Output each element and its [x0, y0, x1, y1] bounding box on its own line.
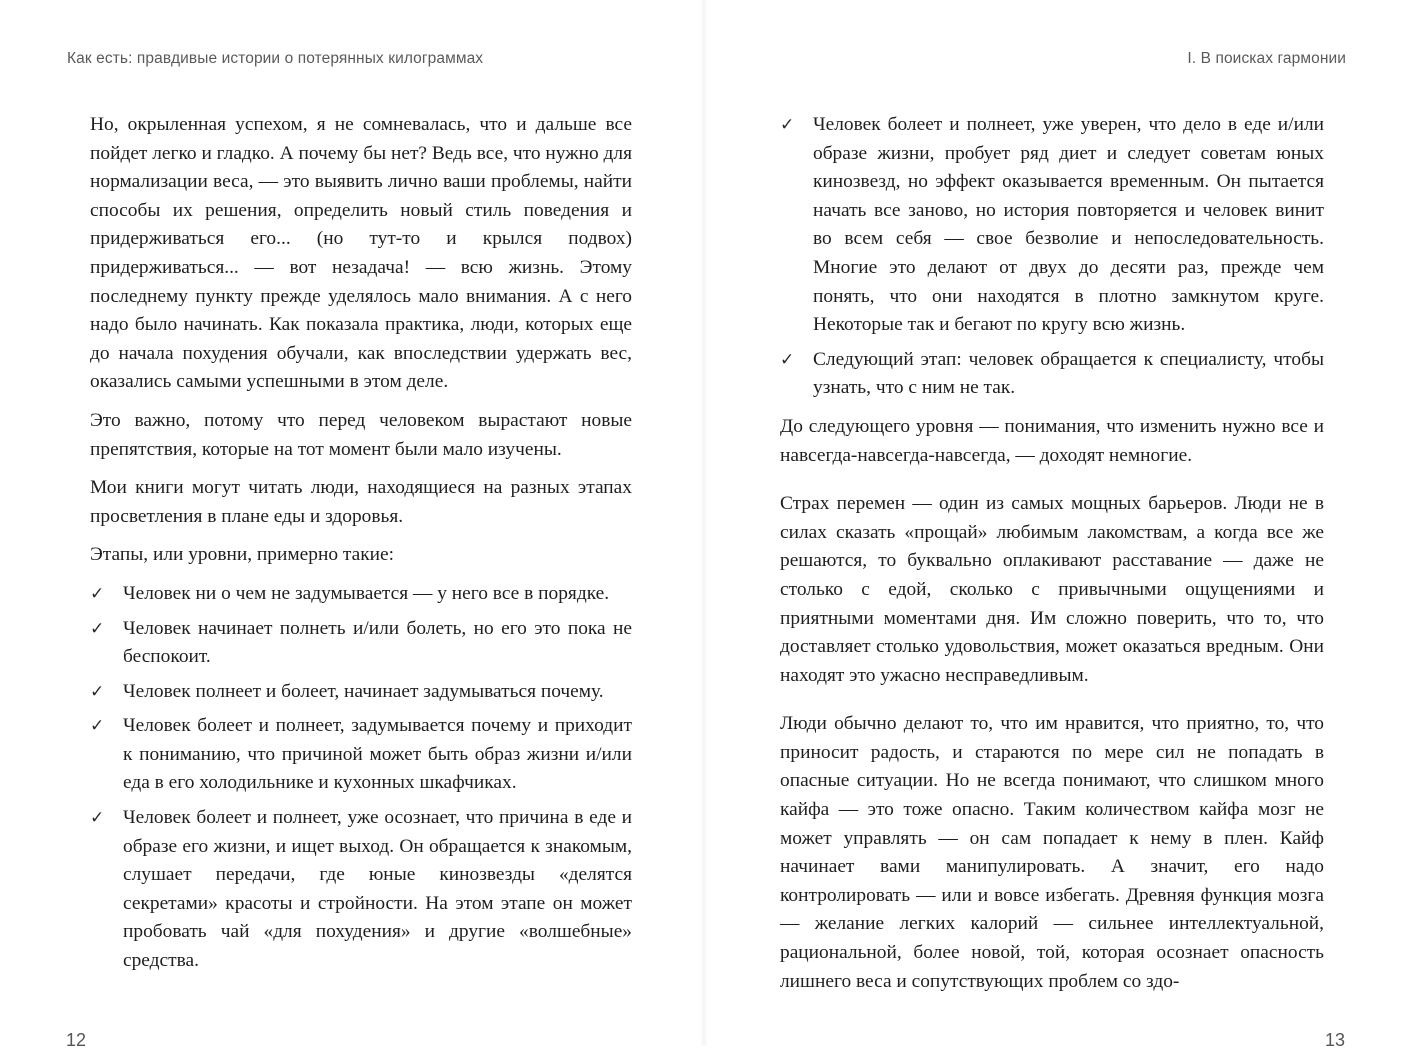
- list-item-text: Человек болеет и полнеет, уже уверен, что дело в еде и/или образе жизни, пробует ряд диет и следует советам юных кинозвезд, но эффект оказывается временным. Он пытается начать все заново, но история повторяется и человек винит во всем себя — свое безволие и непоследовательность. Многие это делают от двух до десяти раз, прежде чем понять, что они находятся в плотно замкнутом круге. Некоторые так и бегают по кругу всю жизнь.: [813, 114, 1324, 336]
- list-item-text: Человек болеет и полнеет, задумывается почему и приходит к пониманию, что причиной может быть образ жизни и/или еда в его холодильнике и кухонных шкафчиках.: [123, 715, 632, 794]
- list-item: [90, 804, 632, 976]
- list-item: [90, 615, 632, 672]
- paragraph: Мои книги могут читать люди, находящиеся на разных этапах просветления в плане еды и здоровья.: [90, 477, 632, 527]
- left-page: [0, 0, 704, 1050]
- paragraph: Это важно, потому что перед человеком вырастают новые препятствия, которые на тот момент были мало изучены.: [90, 409, 632, 460]
- page-number-left: 12: [66, 1030, 87, 1050]
- list-item-text: Следующий этап: человек обращается к специалисту, чтобы узнать, что с ним не так.: [813, 348, 1324, 399]
- running-head-left: Как есть: правдивые истории о потерянных килограммах: [67, 50, 484, 67]
- paragraph: Этапы, или уровни, примерно такие:: [90, 544, 394, 566]
- paragraph: Люди обычно делают то, что им нравится, что приятно, то, что приносит радость, и стараются по мере сил не попадать в опасные ситуации. Но не всегда понимают, что слишком много кайфа — это тоже опасно. Таким количеством кайфа мозг не может управлять — он сам попадает к нему в плен. Кайф начинает вами манипулировать. А значит, его надо контролировать — или и вовсе избегать. Древняя функция мозга — желание легких калорий — сильнее интеллектуальной, рациональной, более новой, той, которая осознает опасность лишнего веса и сопутствующих проблем со здо-: [780, 713, 1324, 992]
- list-item-text: Человек болеет и полнеет, уже осознает, что причина в еде и образе его жизни, и ищет выход. Он обращается к знакомым, слушает передачи, где юные кинозвезды «делятся секретами» красоты и стройности. На этом этапе он может пробовать чай «для похудения» и другие «волшебные» средства.: [123, 807, 632, 972]
- list-item: [780, 111, 1324, 340]
- list-item: [90, 678, 632, 707]
- stages-list: [90, 580, 632, 976]
- list-item: [780, 346, 1324, 403]
- stages-list-continued: [780, 111, 1324, 403]
- list-item-text: Человек полнеет и болеет, начинает задумываться почему.: [123, 680, 604, 702]
- right-page: [704, 0, 1409, 1050]
- check-icon: ✓: [90, 716, 105, 737]
- paragraph: Но, окрыленная успехом, я не сомневалась, что и дальше все пойдет легко и гладко. А почему бы нет? Ведь все, что нужно для нормализации веса, — это выявить лично ваши проблемы, найти способы их решения, определить новый стиль поведения и придерживаться его... (но тут-то и крылся подвох) придерживаться... — вот незадача! — всю жизнь. Этому последнему пункту прежде уделялось мало внимания. А с него надо было начинать. Как показала практика, люди, которых еще до начала похудения обучали, как впоследствии удержать вес, оказались самыми успешными в этом деле.: [90, 114, 633, 393]
- check-icon: ✓: [90, 618, 105, 639]
- list-item-text: Человек ни о чем не задумывается — у него все в порядке.: [123, 582, 610, 604]
- check-icon: ✓: [780, 349, 795, 370]
- paragraph: Страх перемен — один из самых мощных барьеров. Люди не в силах сказать «прощай» любимым лакомствам, а когда все же решаются, то буквально оплакивают расставание — даже не столько с едой, сколько с привычными ощущениями и приятными моментами дня. Им сложно поверить, что то, что доставляет столько удовольствия, может оказаться вредным. Они находят это ужасно несправедливым.: [780, 493, 1324, 686]
- check-icon: ✓: [780, 115, 795, 135]
- right-page-text: [780, 111, 1324, 1006]
- paragraph: До следующего уровня — понимания, что изменить нужно все и навсегда-навсегда-навсегда, — доходят немногие.: [780, 415, 1324, 466]
- list-item: [90, 712, 632, 798]
- check-icon: ✓: [90, 681, 105, 702]
- check-icon: ✓: [90, 583, 105, 604]
- check-icon: ✓: [90, 808, 105, 829]
- left-page-text: [90, 111, 632, 986]
- list-item: [90, 580, 632, 609]
- running-head-right: I. В поисках гармонии: [1187, 50, 1346, 67]
- list-item-text: Человек начинает полнеть и/или болеть, но его это пока не беспокоит.: [123, 617, 632, 668]
- page-number-right: 13: [1324, 1030, 1345, 1050]
